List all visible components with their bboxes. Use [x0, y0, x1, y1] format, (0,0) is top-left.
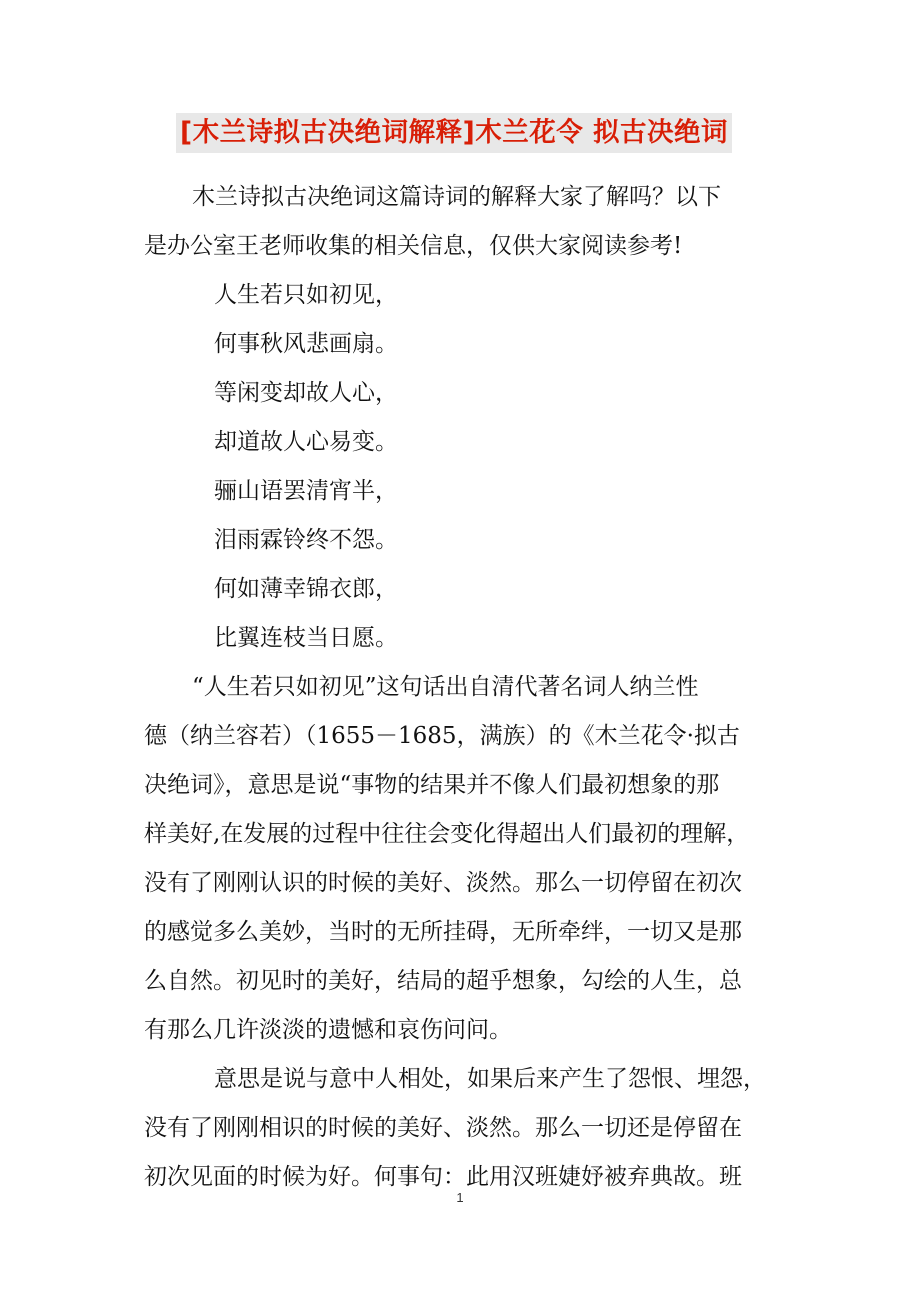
document-title: [木兰诗拟古决绝词解释]木兰花令 拟古决绝词 [176, 113, 732, 153]
page-number: 1 [456, 1190, 464, 1205]
poem-line: 比翼连枝当日愿。 [214, 625, 398, 651]
paragraph-line: 么自然。初见时的美好，结局的超乎想象，勾绘的人生，总 [144, 968, 742, 994]
paragraph-line: “人生若只如初见”这句话出自清代著名词人纳兰性 [192, 674, 699, 700]
poem-line: 人生若只如初见， [214, 282, 398, 308]
paragraph-line: 的感觉多么美妙，当时的无所挂碍，无所牵绊，一切又是那 [144, 919, 742, 945]
paragraph-line: 意思是说与意中人相处，如果后来产生了怨恨、埋怨， [214, 1066, 766, 1092]
poem-line: 骊山语罢清宵半， [214, 478, 398, 504]
poem-line: 何事秋风悲画扇。 [214, 331, 398, 357]
paragraph-line: 样美好,在发展的过程中往往会变化得超出人们最初的理解， [144, 821, 750, 847]
paragraph-line: 没有了刚刚相识的时候的美好、淡然。那么一切还是停留在 [144, 1115, 742, 1141]
paragraph-line: 没有了刚刚认识的时候的美好、淡然。那么一切停留在初次 [144, 870, 742, 896]
intro-line: 是办公室王老师收集的相关信息，仅供大家阅读参考! [144, 233, 683, 259]
paragraph-line: 决绝词》，意思是说“事物的结果并不像人们最初想象的那 [144, 772, 720, 798]
poem-line: 泪雨霖铃终不怨。 [214, 527, 398, 553]
paragraph-line: 有那么几许淡淡的遗憾和哀伤问问。 [144, 1017, 512, 1043]
paragraph-line: 德（纳兰容若）（1655－1685，满族）的《木兰花令·拟古 [144, 723, 740, 749]
intro-line: 木兰诗拟古决绝词这篇诗词的解释大家了解吗？以下 [192, 184, 721, 210]
poem-line: 等闲变却故人心， [214, 380, 398, 406]
poem-line: 却道故人心易变。 [214, 429, 398, 455]
paragraph-line: 初次见面的时候为好。何事句：此用汉班婕妤被弃典故。班 [144, 1164, 742, 1190]
poem-line: 何如薄幸锦衣郎， [214, 576, 398, 602]
